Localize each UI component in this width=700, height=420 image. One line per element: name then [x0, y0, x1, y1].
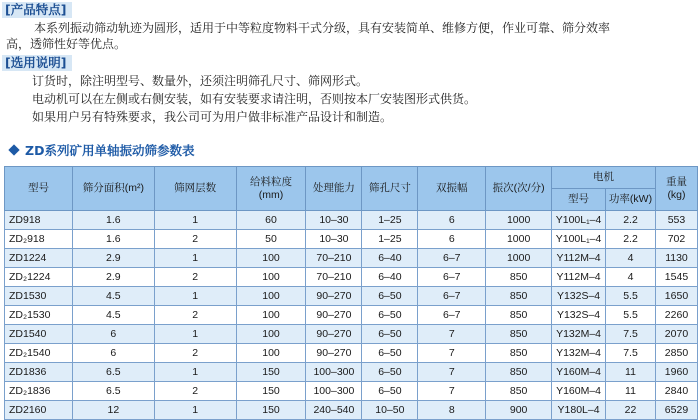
cell-motor-model: Y132S–4: [552, 287, 606, 306]
features-line-2: 高，透筛性好等优点。: [6, 37, 127, 51]
header-aperture: 筛孔尺寸: [362, 167, 418, 211]
cell-motor-model: Y160M–4: [552, 382, 606, 401]
header-area: 筛分面积(m²): [72, 167, 154, 211]
cell-motor-model: Y132M–4: [552, 325, 606, 344]
table-row: [5, 382, 698, 401]
cell-model: ZD1836: [5, 363, 73, 382]
cell-aperture: 6–50: [362, 287, 418, 306]
header-motor-model: 型号: [552, 189, 606, 211]
header-weight-unit: (kg): [667, 188, 686, 201]
cell-amplitude: 6–7: [418, 287, 486, 306]
cell-frequency: 900: [486, 401, 552, 420]
cell-frequency: 850: [486, 287, 552, 306]
features-heading: [产品特点]: [2, 2, 72, 18]
cell-feed-size: 100: [236, 344, 306, 363]
cell-feed-size: 100: [236, 306, 306, 325]
cell-frequency: 850: [486, 306, 552, 325]
cell-motor-model: Y112M–4: [552, 249, 606, 268]
header-model: 型号: [5, 167, 73, 211]
cell-frequency: 1000: [486, 249, 552, 268]
cell-layers: 1: [154, 211, 236, 230]
cell-layers: 1: [154, 401, 236, 420]
cell-feed-size: 100: [236, 287, 306, 306]
cell-area: 6: [72, 344, 154, 363]
header-capacity: 处理能力: [306, 167, 362, 211]
table-row: [5, 268, 698, 287]
cell-aperture: 1–25: [362, 230, 418, 249]
cell-aperture: 6–50: [362, 344, 418, 363]
table-row: [5, 363, 698, 382]
cell-weight: 2840: [655, 382, 697, 401]
table-row: [5, 230, 698, 249]
cell-model: ZD1224: [5, 249, 73, 268]
selection-line-1: 订货时，除注明型号、数量外，还须注明筛孔尺寸、筛网形式。: [32, 74, 369, 88]
cell-model: ZD₂1836: [5, 382, 73, 401]
selection-heading: [选用说明]: [2, 55, 72, 71]
cell-aperture: 6–50: [362, 306, 418, 325]
cell-layers: 1: [154, 249, 236, 268]
header-power: 功率(kW): [606, 189, 656, 211]
diamond-bullet-icon: [8, 144, 19, 155]
cell-power: 2.2: [606, 230, 656, 249]
table-row: [5, 344, 698, 363]
header-feed-size: [236, 167, 306, 211]
cell-frequency: 850: [486, 382, 552, 401]
cell-model: ZD₂1530: [5, 306, 73, 325]
parameters-table: [4, 166, 698, 420]
cell-aperture: 6–50: [362, 382, 418, 401]
cell-weight: 553: [655, 211, 697, 230]
cell-weight: 1545: [655, 268, 697, 287]
table-row: [5, 287, 698, 306]
cell-feed-size: 100: [236, 325, 306, 344]
cell-capacity: 70–210: [306, 268, 362, 287]
selection-line-3: 如果用户另有特殊要求，我公司可为用户做非标准产品设计和制造。: [32, 110, 393, 124]
cell-weight: 1960: [655, 363, 697, 382]
cell-amplitude: 6–7: [418, 249, 486, 268]
header-feed-size-label: 给料粒度: [250, 175, 292, 188]
cell-motor-model: Y132S–4: [552, 306, 606, 325]
cell-motor-model: Y112M–4: [552, 268, 606, 287]
cell-area: 1.6: [72, 211, 154, 230]
cell-amplitude: 7: [418, 344, 486, 363]
header-frequency: 振次(次/分): [486, 167, 552, 211]
cell-power: 4: [606, 268, 656, 287]
cell-capacity: 100–300: [306, 382, 362, 401]
cell-capacity: 240–540: [306, 401, 362, 420]
cell-area: 4.5: [72, 287, 154, 306]
cell-area: 4.5: [72, 306, 154, 325]
cell-feed-size: 60: [236, 211, 306, 230]
cell-weight: 1130: [655, 249, 697, 268]
cell-area: 6.5: [72, 363, 154, 382]
table-row: [5, 306, 698, 325]
cell-power: 22: [606, 401, 656, 420]
cell-layers: 1: [154, 363, 236, 382]
cell-frequency: 1000: [486, 211, 552, 230]
cell-amplitude: 6: [418, 230, 486, 249]
cell-model: ZD₂918: [5, 230, 73, 249]
cell-layers: 2: [154, 344, 236, 363]
cell-layers: 1: [154, 325, 236, 344]
cell-motor-model: Y132M–4: [552, 344, 606, 363]
cell-feed-size: 150: [236, 363, 306, 382]
cell-amplitude: 6: [418, 211, 486, 230]
cell-frequency: 1000: [486, 230, 552, 249]
cell-layers: 2: [154, 306, 236, 325]
cell-capacity: 100–300: [306, 363, 362, 382]
cell-area: 2.9: [72, 249, 154, 268]
header-motor: 电机: [552, 167, 656, 189]
cell-layers: 2: [154, 382, 236, 401]
table-row: [5, 249, 698, 268]
cell-capacity: 90–270: [306, 306, 362, 325]
cell-feed-size: 50: [236, 230, 306, 249]
cell-aperture: 6–40: [362, 268, 418, 287]
cell-weight: 1650: [655, 287, 697, 306]
cell-aperture: 1–25: [362, 211, 418, 230]
cell-feed-size: 100: [236, 268, 306, 287]
cell-power: 11: [606, 382, 656, 401]
table-title-text: ZD系列矿用单轴振动筛参数表: [25, 143, 195, 158]
cell-area: 12: [72, 401, 154, 420]
table-row: [5, 325, 698, 344]
cell-area: 6.5: [72, 382, 154, 401]
cell-power: 7.5: [606, 344, 656, 363]
cell-frequency: 850: [486, 363, 552, 382]
features-line-1: 本系列振动筛动轨迹为圆形，适用于中等粒度物料干式分级，具有安装简单、维修方便，作业可靠、筛分效率: [34, 21, 611, 35]
cell-feed-size: 150: [236, 382, 306, 401]
cell-area: 1.6: [72, 230, 154, 249]
cell-power: 5.5: [606, 306, 656, 325]
header-weight-label: 重量: [665, 175, 687, 188]
cell-capacity: 90–270: [306, 325, 362, 344]
cell-frequency: 850: [486, 268, 552, 287]
cell-model: ZD1530: [5, 287, 73, 306]
cell-model: ZD2160: [5, 401, 73, 420]
cell-weight: 2260: [655, 306, 697, 325]
cell-amplitude: 7: [418, 325, 486, 344]
cell-aperture: 10–50: [362, 401, 418, 420]
cell-power: 2.2: [606, 211, 656, 230]
table-row: [5, 211, 698, 230]
cell-area: 2.9: [72, 268, 154, 287]
cell-power: 5.5: [606, 287, 656, 306]
cell-capacity: 70–210: [306, 249, 362, 268]
cell-layers: 2: [154, 268, 236, 287]
cell-weight: 6529: [655, 401, 697, 420]
cell-amplitude: 8: [418, 401, 486, 420]
cell-weight: 702: [655, 230, 697, 249]
cell-area: 6: [72, 325, 154, 344]
cell-power: 4: [606, 249, 656, 268]
cell-motor-model: Y100L₁–4: [552, 211, 606, 230]
cell-frequency: 850: [486, 325, 552, 344]
cell-power: 7.5: [606, 325, 656, 344]
cell-feed-size: 150: [236, 401, 306, 420]
cell-capacity: 90–270: [306, 344, 362, 363]
cell-aperture: 6–40: [362, 249, 418, 268]
cell-aperture: 6–50: [362, 325, 418, 344]
cell-amplitude: 7: [418, 382, 486, 401]
cell-amplitude: 6–7: [418, 306, 486, 325]
cell-model: ZD1540: [5, 325, 73, 344]
cell-amplitude: 6–7: [418, 268, 486, 287]
cell-model: ZD₂1224: [5, 268, 73, 287]
cell-aperture: 6–50: [362, 363, 418, 382]
cell-feed-size: 100: [236, 249, 306, 268]
cell-frequency: 850: [486, 344, 552, 363]
selection-line-2: 电动机可以在左侧或右侧安装，如有安装要求请注明，否则按本厂安装图形式供货。: [32, 92, 477, 106]
cell-model: ZD918: [5, 211, 73, 230]
cell-weight: 2070: [655, 325, 697, 344]
header-weight: [655, 167, 697, 211]
header-amplitude: 双振幅: [418, 167, 486, 211]
cell-layers: 2: [154, 230, 236, 249]
cell-weight: 2850: [655, 344, 697, 363]
cell-capacity: 90–270: [306, 287, 362, 306]
cell-motor-model: Y100L₁–4: [552, 230, 606, 249]
table-title: [10, 142, 194, 160]
cell-power: 11: [606, 363, 656, 382]
header-feed-size-unit: (mm): [258, 188, 284, 201]
cell-motor-model: Y180L–4: [552, 401, 606, 420]
cell-layers: 1: [154, 287, 236, 306]
cell-capacity: 10–30: [306, 230, 362, 249]
header-layers: 筛网层数: [154, 167, 236, 211]
cell-model: ZD₂1540: [5, 344, 73, 363]
cell-motor-model: Y160M–4: [552, 363, 606, 382]
cell-capacity: 10–30: [306, 211, 362, 230]
cell-amplitude: 7: [418, 363, 486, 382]
